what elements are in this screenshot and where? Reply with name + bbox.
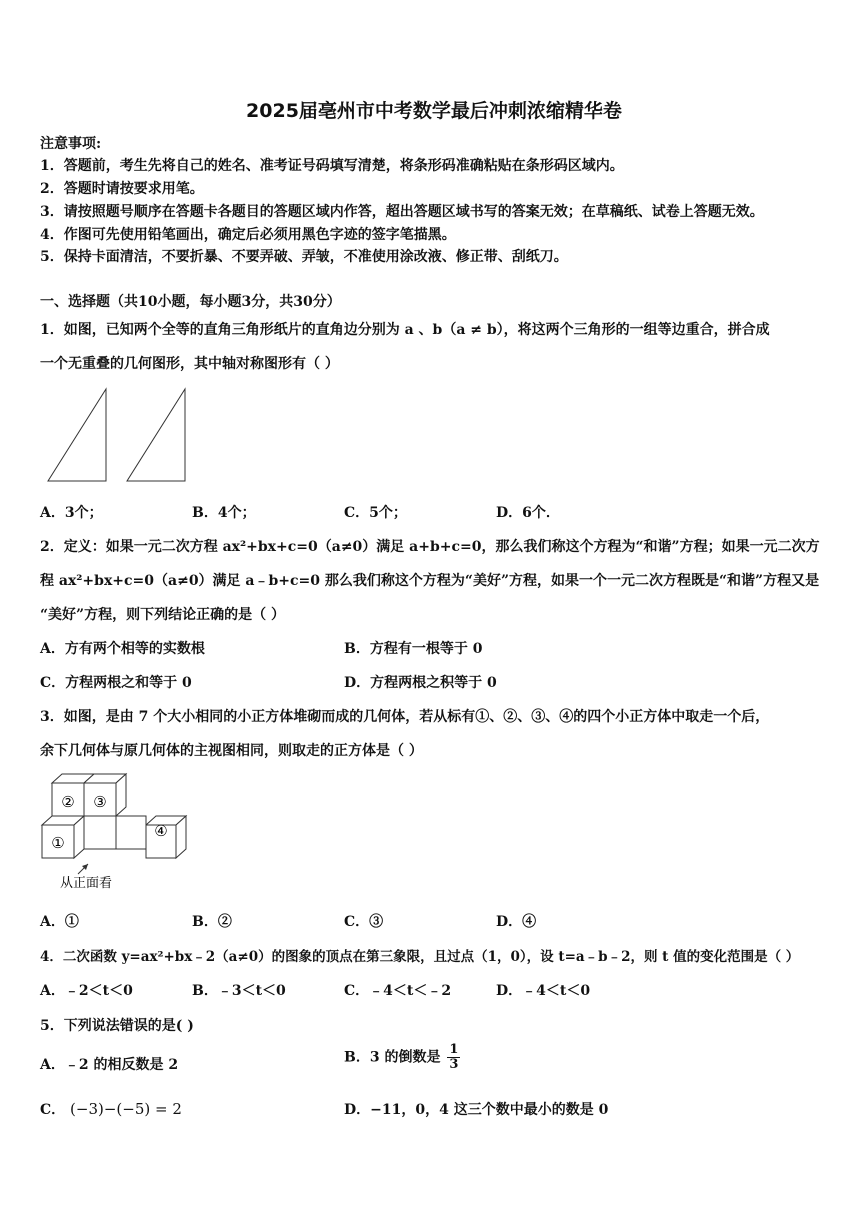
q4-option-b[interactable]: B．﹣3＜t＜0 xyxy=(192,983,286,999)
cube-label-4: ④ xyxy=(154,822,168,840)
triangle-shape xyxy=(48,389,106,481)
q2-option-a[interactable]: A．方有两个相等的实数根 xyxy=(40,641,205,657)
note-item: 3．请按照题号顺序在答题卡各题目的答题区域内作答，超出答题区域书写的答案无效；在草稿纸、试卷上答题无效。 xyxy=(40,204,764,220)
cube-label-3: ③ xyxy=(93,793,107,811)
q1-text: 一个无重叠的几何图形，其中轴对称图形有（ ） xyxy=(40,356,339,372)
q5-option-c-expression: (−3)−(−5) = 2 xyxy=(70,1100,182,1118)
q4-option-c[interactable]: C．﹣4＜t＜﹣2 xyxy=(344,983,452,999)
q4-text: 4．二次函数 y=ax²+bx﹣2（a≠0）的图象的顶点在第三象限，且过点（1，0），设 t=a﹣b﹣2，则 t 值的变化范围是（ ） xyxy=(40,949,800,965)
q2-text: “美好”方程，则下列结论正确的是（ ） xyxy=(40,607,285,623)
fraction-denominator: 3 xyxy=(449,1057,459,1072)
q1-option-d[interactable]: D．6个． xyxy=(496,505,560,521)
q5-text: 5．下列说法错误的是( ) xyxy=(40,1018,194,1034)
view-caption: 从正面看 xyxy=(60,876,113,891)
q1-option-c[interactable]: C．5个； xyxy=(344,505,407,521)
fraction xyxy=(447,1043,460,1072)
note-item: 1．答题前，考生先将自己的姓名、准考证号码填写清楚，将条形码准确粘贴在条形码区域内。 xyxy=(40,158,624,174)
cube-label-1: ① xyxy=(51,834,65,852)
q3-option-d[interactable]: D．④ xyxy=(496,914,537,930)
q5-option-c-label: C． xyxy=(40,1102,66,1118)
q2-option-d[interactable]: D．方程两根之积等于 0 xyxy=(344,675,497,691)
q1-option-a[interactable]: A．3个； xyxy=(40,505,103,521)
q3-text: 余下几何体与原几何体的主视图相同，则取走的正方体是（ ） xyxy=(40,743,423,759)
q2-option-b[interactable]: B．方程有一根等于 0 xyxy=(344,641,483,657)
q4-option-a[interactable]: A．﹣2＜t＜0 xyxy=(40,983,133,999)
cube-mid xyxy=(116,816,146,849)
q1-text: 1．如图，已知两个全等的直角三角形纸片的直角边分别为 a 、b（a ≠ b），将这两个三角形的一组等边重合，拼合成 xyxy=(40,322,770,338)
q2-text: 程 ax²+bx+c=0（a≠0）满足 a﹣b+c=0 那么我们称这个方程为“美好”方程，如果一个一元二次方程既是“和谐”方程又是 xyxy=(40,573,820,589)
q5-option-b-label: B．3 的倒数是 xyxy=(344,1049,441,1066)
q1-triangles-figure xyxy=(40,385,200,485)
q3-option-a[interactable]: A．① xyxy=(40,914,79,930)
note-item: 4．作图可先使用铅笔画出，确定后必须用黑色字迹的签字笔描黑。 xyxy=(40,227,456,243)
q4-option-d[interactable]: D．﹣4＜t＜0 xyxy=(496,983,591,999)
triangle-shape xyxy=(127,389,185,481)
q2-option-c[interactable]: C．方程两根之和等于 0 xyxy=(40,675,192,691)
note-item: 5．保持卡面清洁，不要折暴、不要弄破、弄皱，不准使用涂改液、修正带、刮纸刀。 xyxy=(40,249,568,265)
q3-option-b[interactable]: B．② xyxy=(192,914,232,930)
q3-cubes-figure xyxy=(38,770,198,895)
fraction-numerator: 1 xyxy=(449,1042,459,1057)
q3-option-c[interactable]: C．③ xyxy=(344,914,384,930)
q5-option-c[interactable] xyxy=(40,1099,182,1119)
q1-option-b[interactable]: B．4个； xyxy=(192,505,256,521)
q5-option-d[interactable]: D．−11，0，4 这三个数中最小的数是 0 xyxy=(344,1102,609,1118)
q5-option-a[interactable]: A．﹣2 的相反数是 2 xyxy=(40,1057,179,1073)
cube-label-2: ② xyxy=(61,793,75,811)
q3-text: 3．如图，是由 7 个大小相同的小正方体堆砌而成的几何体，若从标有①、②、③、④的四个小正方体中取走一个后， xyxy=(40,709,770,725)
note-item: 2．答题时请按要求用笔。 xyxy=(40,181,204,197)
q5-option-b[interactable] xyxy=(344,1043,460,1072)
page-title: 2025届亳州市中考数学最后冲刺浓缩精华卷 xyxy=(246,100,622,122)
notes-heading: 注意事项: xyxy=(40,136,102,152)
cube-mid xyxy=(84,816,116,849)
q2-text: 2．定义：如果一元二次方程 ax²+bx+c=0（a≠0）满足 a+b+c=0，那么我们称这个方程为“和谐”方程；如果一元二次方 xyxy=(40,539,820,555)
section-heading: 一、选择题（共10小题，每小题3分，共30分） xyxy=(40,294,341,310)
